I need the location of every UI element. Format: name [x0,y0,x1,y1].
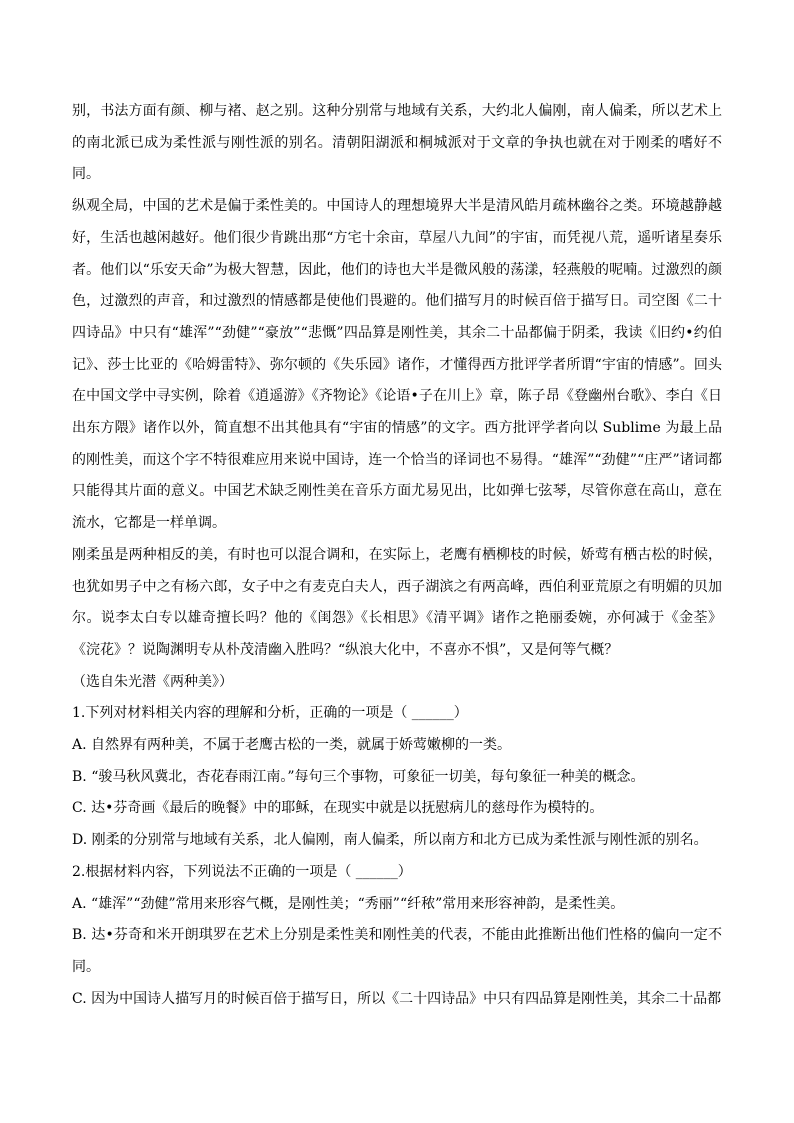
question-2-option-a: A. “雄浑”“劲健”常用来形容气概，是刚性美；“秀丽”“纤秾”常用来形容神韵，是柔性美。 [72,895,625,912]
passage-paragraph-1: 别，书法方面有颜、柳与褚、赵之别。这种分别常与地域有关系，大约北人偏刚，南人偏柔，所以艺术上的南北派已成为柔性派与刚性派的别名。清朝阳湖派和桐城派对于文章的争执也就在对于刚柔的嗜好不同。 [72,103,722,183]
passage-paragraph-2: 纵观全局，中国的艺术是偏于柔性美的。中国诗人的理想境界大半是清风皓月疏林幽谷之类。环境越静越好，生活也越闲越好。他们很少肯跳出那“方宅十余亩，草屋八九间”的宇宙，而凭视八荒，遥听诸星奏乐者。他们以“乐安天命”为极大智慧，因此，他们的诗也大半是微风般的荡漾，轻燕般的呢喃。过激烈的颜色，过激烈的声音，和过激烈的情感都是使他们畏避的。他们描写月的时候百倍于描写日。司空图《二十四诗品》中只有“雄浑”“劲健”“豪放”“悲慨”四品算是刚性美，其余二十品都偏于阴柔，我读《旧约•约伯记》、莎士比亚的《哈姆雷特》、弥尔顿的《失乐园》诸作，才懂得西方批评学者所谓“宇宙的情感”。回头在中国文学中寻实例，除着《逍遥游》《齐物论》《论语•子在川上》章，陈子昂《登幽州台歌》、李白《日出东方隈》诸作以外，简直想不出其他具有“宇宙的情感”的文字。西方批评学者向以 Sublime 为最上品的刚性美，而这个字不特很难应用来说中国诗，连一个恰当的译词也不易得。“雄浑”“劲健”“庄严”诸词都只能得其片面的意义。中国艺术缺乏刚性美在音乐方面尤易见出，比如弹七弦琴，尽管你意在高山，意在流水，它都是一样单调。 [72,198,722,532]
question-1-stem: 1.下列对材料相关内容的理解和分析，正确的一项是（ ______） [72,705,468,722]
question-1-option-b: B. “骏马秋风冀北，杏花春雨江南。”每句三个事物，可象征一切美，每句象征一种美的概念。 [72,768,645,785]
passage-source: （选自朱光潜《两种美》） [72,673,233,690]
passage-paragraph-3: 刚柔虽是两种相反的美，有时也可以混合调和，在实际上，老鹰有栖柳枝的时候，娇莺有栖古松的时候，也犹如男子中之有杨六郎，女子中之有麦克白夫人，西子湖滨之有两高峰，西伯利亚荒原之有明媚的贝加尔。说李太白专以雄奇擅长吗？他的《闺怨》《长相思》《清平调》诸作之艳丽委婉，亦何减于《金荃》《浣花》？说陶渊明专从朴茂清幽入胜吗？“纵浪大化中，不喜亦不惧”，又是何等气概？ [72,546,722,658]
question-2-option-c: C. 因为中国诗人描写月的时候百倍于描写日，所以《二十四诗品》中只有四品算是刚性美，其余二十品都 [72,990,722,1007]
question-1-option-c: C. 达•芬奇画《最后的晚餐》中的耶稣，在现实中就是以抚慰病儿的慈母作为模特的。 [72,800,604,817]
question-1-option-d: D. 刚柔的分别常与地域有关系，北人偏刚，南人偏柔，所以南方和北方已成为柔性派与刚性派的别名。 [72,832,708,849]
question-2-option-b: B. 达•芬奇和米开朗琪罗在艺术上分别是柔性美和刚性美的代表，不能由此推断出他们性格的偏向一定不同。 [72,927,722,975]
document-page [72,96,722,1015]
question-2-stem: 2.根据材料内容，下列说法不正确的一项是（ ______） [72,863,412,880]
question-1-option-a: A. 自然界有两种美，不属于老鹰古松的一类，就属于娇莺嫩柳的一类。 [72,737,512,754]
